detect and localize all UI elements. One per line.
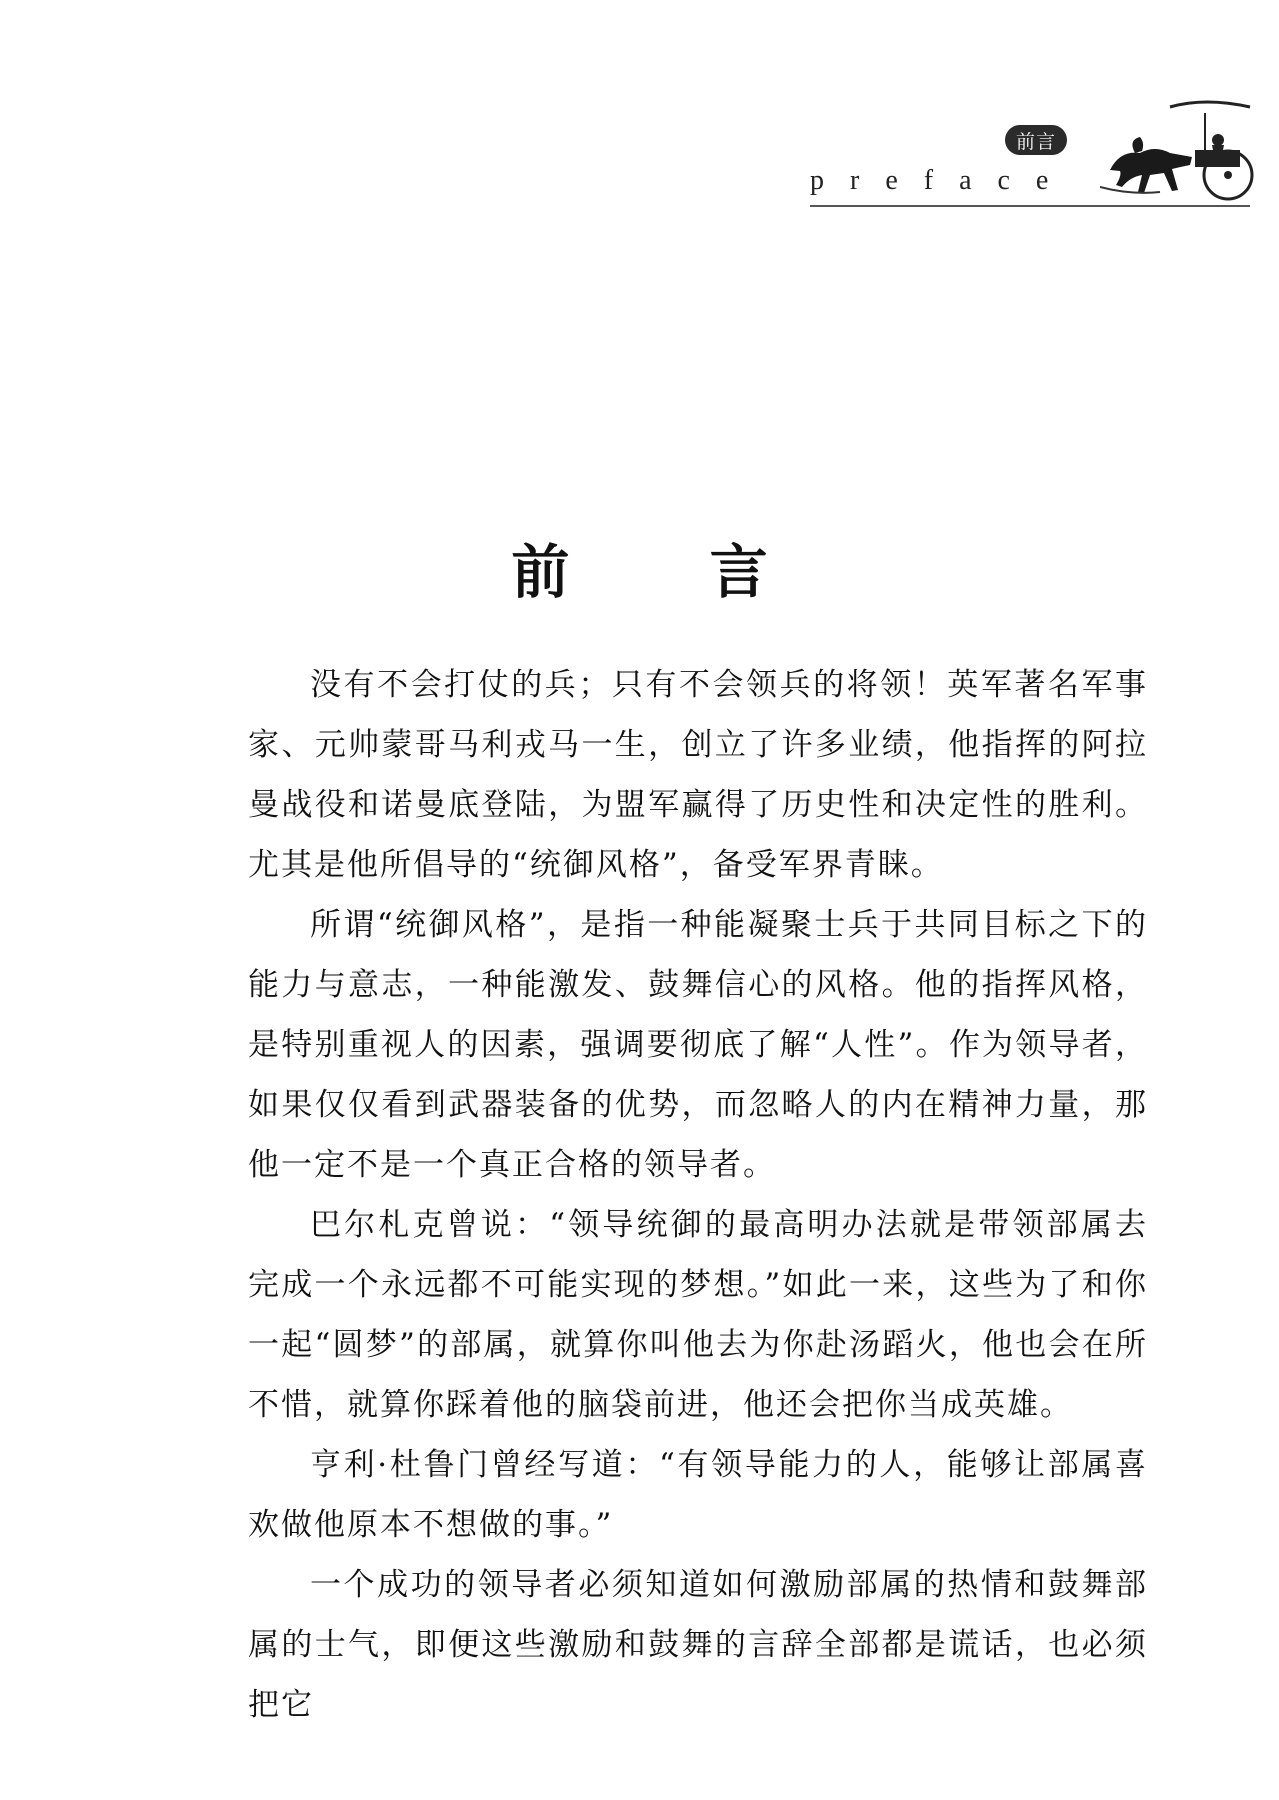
page-title: 前 言 [511, 538, 828, 606]
horse-chariot-icon [1100, 95, 1260, 210]
paragraph: 巴尔札克曾说：“领导统御的最高明办法就是带领部属去完成一个永远都不可能实现的梦想。”如此一来，这些为了和你一起“圆梦”的部属，就算你叫他去为你赴汤蹈火，他也会在所不惜，就算你踩着他的脑袋前进，他还会把你当成英雄。 [248, 1207, 1148, 1423]
paragraph: 所谓“统御风格”，是指一种能凝聚士兵于共同目标之下的能力与意志，一种能激发、鼓舞信心的风格。他的指挥风格，是特别重视人的因素，强调要彻底了解“人性”。作为领导者，如果仅仅看到武器装备的优势，而忽略人的内在精神力量，那他一定不是一个真正合格的领导者。 [248, 907, 1148, 1183]
paragraph: 一个成功的领导者必须知道如何激励部属的热情和鼓舞部属的士气，即便这些激励和鼓舞的言辞全部都是谎话，也必须把它 [248, 1567, 1148, 1723]
paragraph: 亨利·杜鲁门曾经写道：“有领导能力的人，能够让部属喜欢做他原本不想做的事。” [248, 1447, 1148, 1543]
running-header [800, 95, 1260, 225]
body-text [248, 655, 1148, 1735]
header-badge: 前言 [1005, 125, 1067, 155]
header-word: preface [810, 165, 1075, 196]
paragraph: 没有不会打仗的兵；只有不会领兵的将领！英军著名军事家、元帅蒙哥马利戎马一生，创立了许多业绩，他指挥的阿拉曼战役和诺曼底登陆，为盟军赢得了历史性和决定性的胜利。尤其是他所倡导的“统御风格”，备受军界青睐。 [248, 667, 1148, 883]
